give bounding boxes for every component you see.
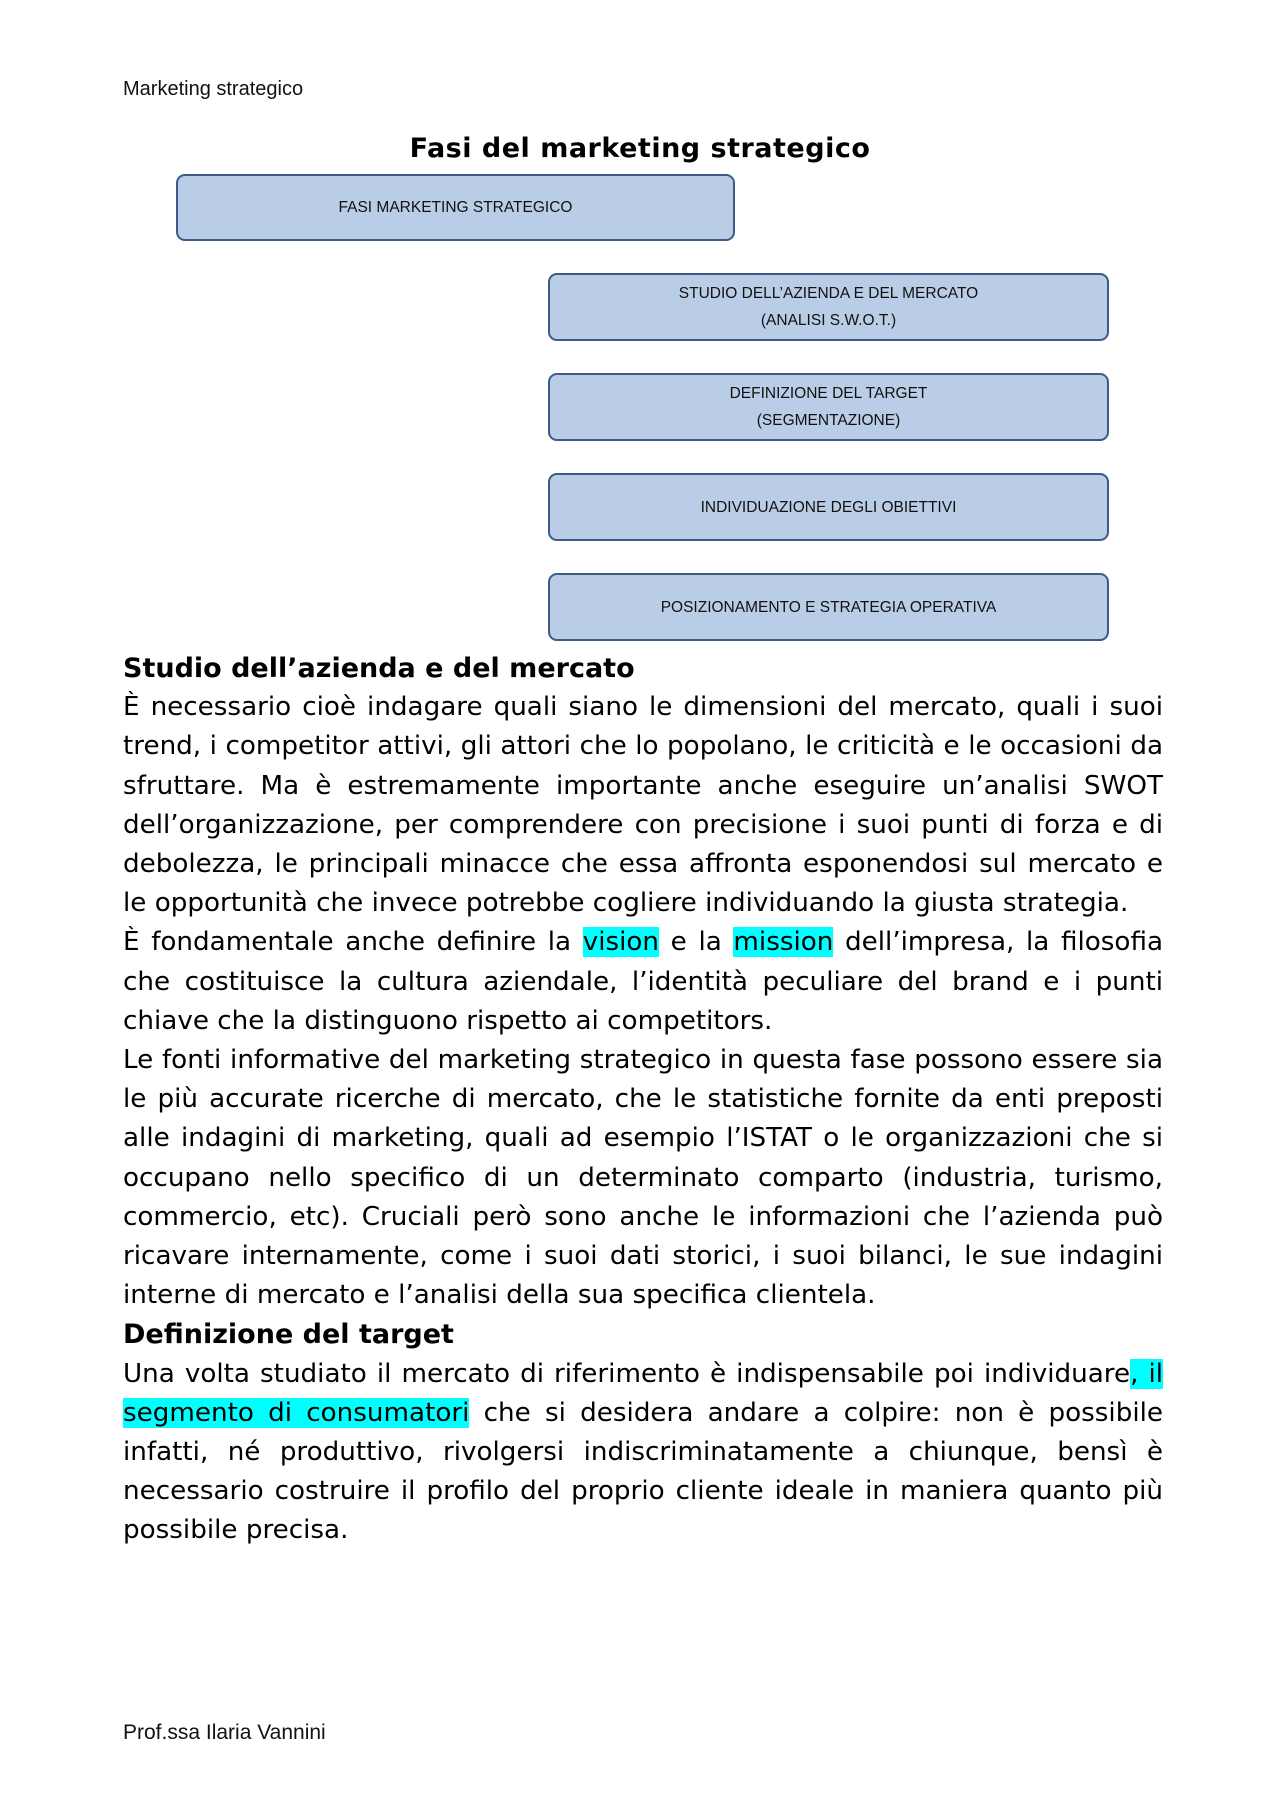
diagram-step-line2: (ANALISI S.W.O.T.) bbox=[760, 312, 897, 329]
paragraph-text: È fondamentale anche definire la bbox=[123, 927, 583, 958]
paragraph bbox=[123, 1355, 1163, 1551]
paragraph-text: che si desidera andare a colpire: non è possibile infatti, né produttivo, rivolgersi indiscriminatamente a chiunque, bensì è necessario costruire il profilo del proprio cliente ideale in maniera quanto più possibile precisa. bbox=[123, 1397, 1163, 1546]
diagram-step-line1: POSIZIONAMENTO E STRATEGIA OPERATIVA bbox=[660, 598, 997, 616]
diagram-step-line1: DEFINIZIONE DEL TARGET bbox=[729, 385, 928, 402]
paragraph: È necessario cioè indagare quali siano le dimensioni del mercato, quali i suoi trend, i competitor attivi, gli attori che lo popolano, le criticità e le occasioni da sfruttare. Ma è estremamente importante anche eseguire un’analisi SWOT dell’organizzazione, per comprendere con precisione i suoi punti di forza e di debolezza, le principali minacce che essa affronta esponendosi sul mercato e le opportunità che invece potrebbe cogliere individuando la giusta strategia. bbox=[123, 692, 1163, 919]
section-heading: Definizione del target bbox=[123, 1319, 454, 1351]
diagram-step-box bbox=[548, 373, 1109, 441]
paragraph: Le fonti informative del marketing strategico in questa fase possono essere sia le più accurate ricerche di mercato, che le statistiche fornite da enti preposti alle indagini di marketing, quali ad esempio l’ISTAT o le organizzazioni che si occupano nello specifico di un determinato comparto (industria, turismo, commercio, etc). Cruciali però sono anche le informazioni che l’azienda può ricavare internamente, come i suoi dati storici, i suoi bilanci, le sue indagini interne di mercato e l’analisi della sua specifica clientela. bbox=[123, 1045, 1163, 1311]
highlighted-text: mission bbox=[733, 927, 834, 958]
highlighted-text: , il segmento di consumatori bbox=[123, 1358, 1163, 1428]
diagram-step-line1: STUDIO DELL’AZIENDA E DEL MERCATO bbox=[678, 285, 979, 302]
page-footer: Prof.ssa Ilaria Vannini bbox=[123, 1721, 326, 1744]
diagram-root-label: FASI MARKETING STRATEGICO bbox=[338, 199, 573, 216]
paragraph-text: dell’impresa, la filosofia che costituisce la cultura aziendale, l’identità peculiare del brand e i punti chiave che la distinguono rispetto ai competitors. bbox=[123, 927, 1163, 1036]
highlighted-text: vision bbox=[582, 927, 660, 958]
diagram-step-line2: (SEGMENTAZIONE) bbox=[756, 412, 901, 429]
paragraph bbox=[123, 923, 1163, 1041]
diagram-step-box bbox=[548, 573, 1109, 641]
diagram-step-box bbox=[548, 473, 1109, 541]
section-heading: Studio dell’azienda e del mercato bbox=[123, 653, 635, 684]
paragraph-text: Una volta studiato il mercato di riferimento è indispensabile poi individuare bbox=[123, 1358, 1131, 1389]
document-title: Fasi del marketing strategico bbox=[409, 133, 871, 164]
diagram-root-box bbox=[176, 174, 735, 241]
diagram-step-box bbox=[548, 273, 1109, 341]
paragraph-text: e la bbox=[659, 927, 734, 958]
document-body bbox=[123, 649, 1163, 1551]
diagram-step-line1: INDIVIDUAZIONE DEGLI OBIETTIVI bbox=[700, 498, 957, 516]
page-header: Marketing strategico bbox=[123, 78, 304, 100]
